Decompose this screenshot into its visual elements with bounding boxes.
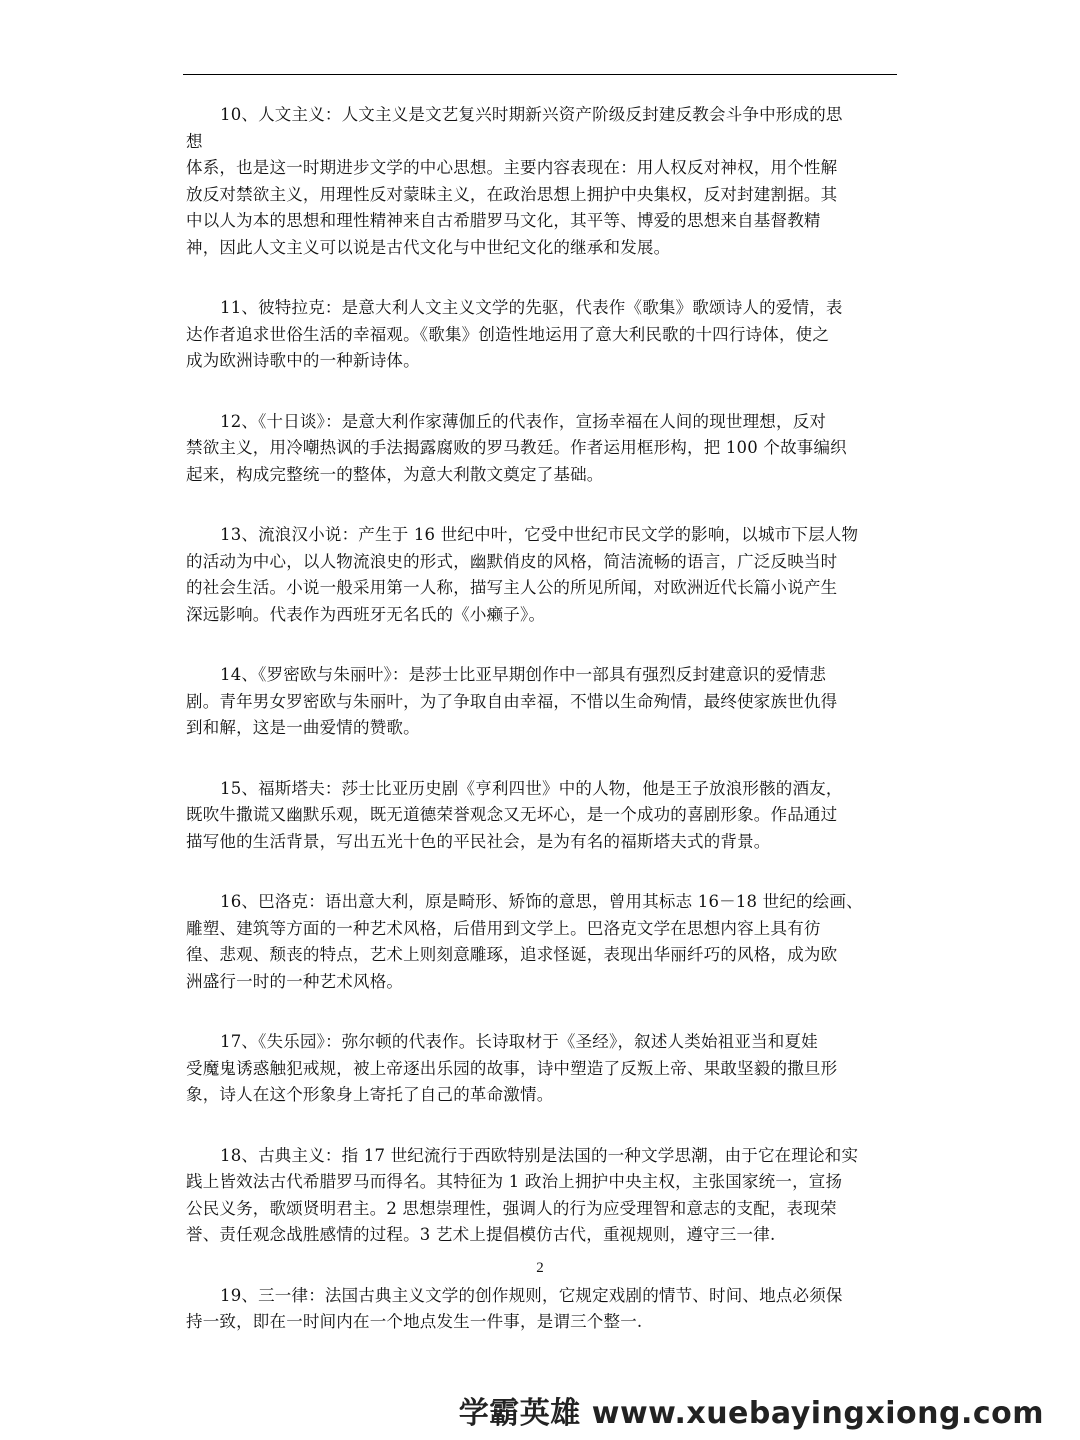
entry-line: 19、三一律：法国古典主义文学的创作规则，它规定戏剧的情节、时间、地点必须保 [220,1285,843,1305]
glossary-entry [186,776,892,856]
header-rule [183,74,897,75]
entry-line: 的活动为中心，以人物流浪史的形式，幽默俏皮的风格，简洁流畅的语言，广泛反映当时 [186,551,838,571]
entry-line: 成为欧洲诗歌中的一种新诗体。 [186,351,420,370]
entry-line: 的社会生活。小说一般采用第一人称，描写主人公的所见所闻，对欧洲近代长篇小说产生 [186,578,838,597]
entry-line: 公民义务，歌颂贤明君主。2 思想崇理性，强调人的行为应受理智和意志的支配，表现荣 [186,1198,837,1218]
glossary-entry [186,1143,892,1249]
entry-line: 13、流浪汉小说：产生于 16 世纪中叶，它受中世纪市民文学的影响，以城市下层人物 [220,525,859,544]
entry-line: 描写他的生活背景，写出五光十色的平民社会，是为有名的福斯塔夫式的背景。 [186,831,771,851]
glossary-entry [186,295,892,375]
glossary-entry [186,102,892,261]
entry-line: 徨、悲观、颓丧的特点，艺术上则刻意雕琢，追求怪诞，表现出华丽纤巧的风格，成为欧 [186,945,838,964]
entry-line: 既吹牛撒谎又幽默乐观，既无道德荣誉观念又无坏心，是一个成功的喜剧形象。作品通过 [186,805,838,824]
entry-line: 达作者追求世俗生活的幸福观。《歌集》创造性地运用了意大利民歌的十四行诗体，使之 [186,324,830,344]
page-number: 2 [536,1260,544,1276]
entry-line: 禁欲主义，用冷嘲热讽的手法揭露腐败的罗马教廷。作者运用框形构，把 100 个故事编织 [186,438,847,457]
glossary-entry [186,409,892,489]
entry-line: 11、彼特拉克：是意大利人文主义文学的先驱，代表作《歌集》歌颂诗人的爱情，表 [220,298,843,317]
entry-line: 16、巴洛克：语出意大利，原是畸形、矫饰的意思，曾用其标志 16－18 世纪的绘画、 [220,892,863,911]
entry-line: 受魔鬼诱惑触犯戒规，被上帝逐出乐园的故事，诗中塑造了反叛上帝、果敢坚毅的撒旦形 [186,1058,838,1078]
document-body [186,102,892,1370]
entry-line: 剧。青年男女罗密欧与朱丽叶，为了争取自由幸福，不惜以生命殉情，最终使家族世仇得 [186,691,838,711]
entry-line: 体系，也是这一时期进步文学的中心思想。主要内容表现在：用人权反对神权，用个性解 [186,158,838,177]
entry-line: 持一致，即在一时间内在一个地点发生一件事，是谓三个整一. [186,1312,643,1331]
entry-line: 12、《十日谈》：是意大利作家薄伽丘的代表作，宣扬幸福在人间的现世理想，反对 [220,411,827,431]
entry-line: 洲盛行一时的一种艺术风格。 [186,971,404,991]
glossary-entry [186,889,892,995]
entry-line: 雕塑、建筑等方面的一种艺术风格，后借用到文学上。巴洛克文学在思想内容上具有彷 [186,918,821,938]
entry-line: 到和解，这是一曲爱情的赞歌。 [186,718,420,737]
entry-line: 起来，构成完整统一的整体，为意大利散文奠定了基础。 [186,464,604,484]
entry-line: 践上皆效法古代希腊罗马而得名。其特征为 1 政治上拥护中央主权，主张国家统一，宣扬 [186,1172,843,1191]
entry-line: 10、人文主义：人文主义是文艺复兴时期新兴资产阶级反封建反教会斗争中形成的思 [220,105,843,124]
entry-line: 15、福斯塔夫：莎士比亚历史剧《亨利四世》中的人物，他是王子放浪形骸的酒友， [220,778,843,798]
entry-line: 放反对禁欲主义，用理性反对蒙昧主义，在政治思想上拥护中央集权，反对封建割据。其 [186,184,838,204]
entry-line: 14、《罗密欧与朱丽叶》：是莎士比亚早期创作中一部具有强烈反封建意识的爱情悲 [220,665,827,684]
entry-line: 深远影响。代表作为西班牙无名氏的《小癞子》。 [186,604,546,624]
entry-line: 中以人为本的思想和理性精神来自古希腊罗马文化，其平等、博爱的思想来自基督教精 [186,211,821,230]
entry-line: 象，诗人在这个形象身上寄托了自己的革命激情。 [186,1085,554,1104]
entry-line: 想 [186,131,203,151]
entry-line: 誉、责任观念战胜感情的过程。3 艺术上提倡模仿古代，重视规则，遵守三一律. [186,1225,776,1244]
entry-line: 18、古典主义：指 17 世纪流行于西欧特别是法国的一种文学思潮，由于它在理论和实 [220,1145,859,1165]
entry-line: 神，因此人文主义可以说是古代文化与中世纪文化的继承和发展。 [186,237,671,257]
glossary-entry [186,1029,892,1109]
site-watermark: 学霸英雄 www.xuebayingxiong.com [458,1396,1044,1431]
glossary-entry [186,662,892,742]
glossary-entry [186,522,892,628]
entry-line: 17、《失乐园》：弥尔顿的代表作。长诗取材于《圣经》，叙述人类始祖亚当和夏娃 [220,1032,818,1051]
glossary-entry [186,1283,892,1336]
